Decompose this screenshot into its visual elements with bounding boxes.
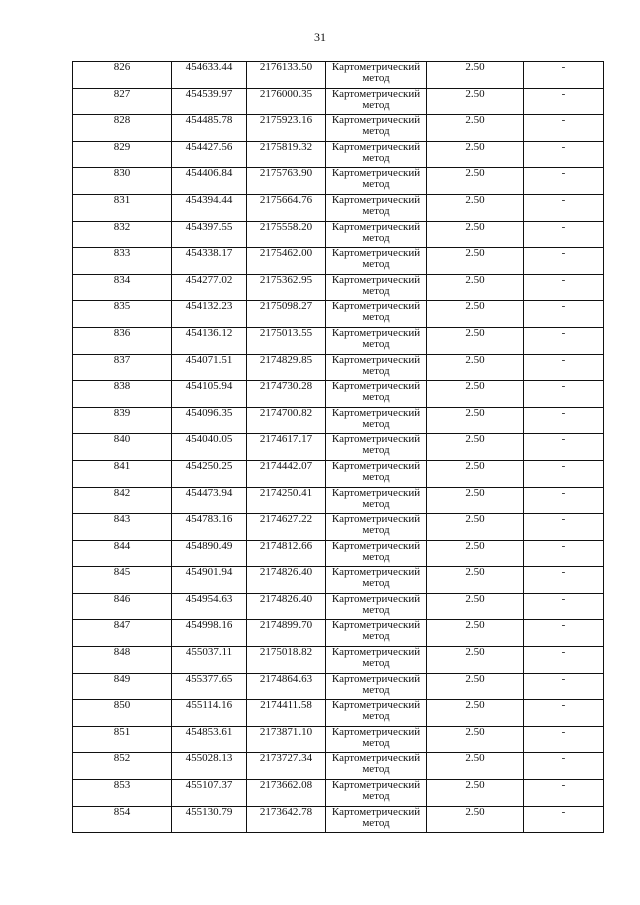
- point-number-cell: 839: [73, 407, 172, 434]
- y-coordinate-cell: 2174864.63: [247, 673, 326, 700]
- table-row: [73, 647, 604, 674]
- table-row: [73, 726, 604, 753]
- table-row: [73, 354, 604, 381]
- extra-cell: -: [524, 115, 604, 142]
- point-number-cell: 846: [73, 593, 172, 620]
- method-text: метод: [362, 763, 390, 776]
- table-row: [73, 62, 604, 89]
- method-text: метод: [362, 311, 390, 324]
- method-text: метод: [362, 391, 390, 404]
- point-number-cell: 832: [73, 221, 172, 248]
- x-coordinate-cell: 454406.84: [172, 168, 247, 195]
- extra-cell: -: [524, 221, 604, 248]
- x-coordinate-cell: 454277.02: [172, 274, 247, 301]
- method-text: метод: [362, 816, 390, 829]
- accuracy-cell: 2.50: [427, 806, 524, 833]
- x-coordinate-cell: 454853.61: [172, 726, 247, 753]
- table-row: [73, 460, 604, 487]
- table-row: [73, 141, 604, 168]
- method-text: метод: [362, 497, 390, 510]
- method-text: Картометрический: [331, 779, 421, 792]
- table-row: [73, 673, 604, 700]
- table-row: [73, 327, 604, 354]
- extra-cell: -: [524, 806, 604, 833]
- point-number-cell: 844: [73, 540, 172, 567]
- x-coordinate-cell: 454397.55: [172, 221, 247, 248]
- method-cell: [326, 514, 427, 541]
- x-coordinate-cell: 454136.12: [172, 327, 247, 354]
- x-coordinate-cell: 454485.78: [172, 115, 247, 142]
- method-cell: [326, 141, 427, 168]
- method-text: метод: [362, 151, 390, 164]
- method-text: Картометрический: [331, 406, 421, 419]
- x-coordinate-cell: 454954.63: [172, 593, 247, 620]
- point-number-cell: 853: [73, 780, 172, 807]
- method-text: Картометрический: [331, 592, 421, 605]
- extra-cell: -: [524, 647, 604, 674]
- accuracy-cell: 2.50: [427, 620, 524, 647]
- accuracy-cell: 2.50: [427, 62, 524, 89]
- extra-cell: -: [524, 301, 604, 328]
- method-text: Картометрический: [331, 220, 421, 233]
- method-text: Картометрический: [331, 140, 421, 153]
- table-row: [73, 620, 604, 647]
- method-text: Картометрический: [331, 87, 421, 100]
- method-text: Картометрический: [331, 459, 421, 472]
- method-text: метод: [362, 550, 390, 563]
- accuracy-cell: 2.50: [427, 115, 524, 142]
- method-text: Картометрический: [331, 193, 421, 206]
- y-coordinate-cell: 2174700.82: [247, 407, 326, 434]
- method-text: метод: [362, 258, 390, 271]
- table-row: [73, 274, 604, 301]
- method-cell: [326, 620, 427, 647]
- x-coordinate-cell: 454394.44: [172, 194, 247, 221]
- y-coordinate-cell: 2175098.27: [247, 301, 326, 328]
- method-cell: [326, 62, 427, 89]
- accuracy-cell: 2.50: [427, 567, 524, 594]
- table-row: [73, 700, 604, 727]
- point-number-cell: 845: [73, 567, 172, 594]
- x-coordinate-cell: 455114.16: [172, 700, 247, 727]
- extra-cell: -: [524, 434, 604, 461]
- y-coordinate-cell: 2176133.50: [247, 62, 326, 89]
- method-text: метод: [362, 736, 390, 749]
- x-coordinate-cell: 454890.49: [172, 540, 247, 567]
- y-coordinate-cell: 2174899.70: [247, 620, 326, 647]
- method-text: Картометрический: [331, 326, 421, 339]
- table-row: [73, 806, 604, 833]
- method-cell: [326, 301, 427, 328]
- accuracy-cell: 2.50: [427, 460, 524, 487]
- method-cell: [326, 115, 427, 142]
- method-text: Картометрический: [331, 114, 421, 127]
- y-coordinate-cell: 2175018.82: [247, 647, 326, 674]
- point-number-cell: 828: [73, 115, 172, 142]
- x-coordinate-cell: 455107.37: [172, 780, 247, 807]
- method-text: Картометрический: [331, 805, 421, 818]
- method-cell: [326, 274, 427, 301]
- y-coordinate-cell: 2175013.55: [247, 327, 326, 354]
- point-number-cell: 851: [73, 726, 172, 753]
- extra-cell: -: [524, 487, 604, 514]
- y-coordinate-cell: 2175819.32: [247, 141, 326, 168]
- accuracy-cell: 2.50: [427, 194, 524, 221]
- point-number-cell: 838: [73, 381, 172, 408]
- y-coordinate-cell: 2175923.16: [247, 115, 326, 142]
- y-coordinate-cell: 2174627.22: [247, 514, 326, 541]
- accuracy-cell: 2.50: [427, 647, 524, 674]
- method-text: Картометрический: [331, 752, 421, 765]
- point-number-cell: 841: [73, 460, 172, 487]
- method-cell: [326, 194, 427, 221]
- extra-cell: -: [524, 141, 604, 168]
- accuracy-cell: 2.50: [427, 487, 524, 514]
- method-text: метод: [362, 524, 390, 537]
- method-cell: [326, 753, 427, 780]
- point-number-cell: 826: [73, 62, 172, 89]
- table-row: [73, 248, 604, 275]
- method-text: метод: [362, 444, 390, 457]
- point-number-cell: 833: [73, 248, 172, 275]
- coordinates-table-body: [73, 62, 604, 833]
- extra-cell: -: [524, 168, 604, 195]
- table-row: [73, 168, 604, 195]
- method-text: Картометрический: [331, 380, 421, 393]
- y-coordinate-cell: 2174411.58: [247, 700, 326, 727]
- method-cell: [326, 88, 427, 115]
- extra-cell: -: [524, 88, 604, 115]
- accuracy-cell: 2.50: [427, 753, 524, 780]
- extra-cell: -: [524, 753, 604, 780]
- method-text: Картометрический: [331, 273, 421, 286]
- y-coordinate-cell: 2174730.28: [247, 381, 326, 408]
- accuracy-cell: 2.50: [427, 274, 524, 301]
- x-coordinate-cell: 454071.51: [172, 354, 247, 381]
- method-text: Картометрический: [331, 433, 421, 446]
- method-cell: [326, 726, 427, 753]
- method-text: Картометрический: [331, 61, 421, 73]
- y-coordinate-cell: 2174442.07: [247, 460, 326, 487]
- accuracy-cell: 2.50: [427, 407, 524, 434]
- x-coordinate-cell: 454901.94: [172, 567, 247, 594]
- accuracy-cell: 2.50: [427, 673, 524, 700]
- extra-cell: -: [524, 407, 604, 434]
- accuracy-cell: 2.50: [427, 248, 524, 275]
- method-text: метод: [362, 603, 390, 616]
- x-coordinate-cell: 455037.11: [172, 647, 247, 674]
- method-cell: [326, 700, 427, 727]
- extra-cell: -: [524, 620, 604, 647]
- point-number-cell: 840: [73, 434, 172, 461]
- method-text: Картометрический: [331, 646, 421, 659]
- extra-cell: -: [524, 327, 604, 354]
- method-cell: [326, 673, 427, 700]
- method-cell: [326, 780, 427, 807]
- y-coordinate-cell: 2173662.08: [247, 780, 326, 807]
- point-number-cell: 847: [73, 620, 172, 647]
- method-cell: [326, 593, 427, 620]
- page-number: 31: [314, 30, 326, 44]
- coordinates-table: [72, 61, 604, 833]
- y-coordinate-cell: 2175763.90: [247, 168, 326, 195]
- method-cell: [326, 407, 427, 434]
- extra-cell: -: [524, 514, 604, 541]
- y-coordinate-cell: 2174617.17: [247, 434, 326, 461]
- method-text: Картометрический: [331, 539, 421, 552]
- y-coordinate-cell: 2174829.85: [247, 354, 326, 381]
- x-coordinate-cell: 454040.05: [172, 434, 247, 461]
- table-row: [73, 753, 604, 780]
- method-text: Картометрический: [331, 486, 421, 499]
- point-number-cell: 842: [73, 487, 172, 514]
- accuracy-cell: 2.50: [427, 434, 524, 461]
- table-row: [73, 540, 604, 567]
- method-text: метод: [362, 72, 390, 84]
- method-cell: [326, 567, 427, 594]
- x-coordinate-cell: 454783.16: [172, 514, 247, 541]
- extra-cell: -: [524, 700, 604, 727]
- accuracy-cell: 2.50: [427, 540, 524, 567]
- x-coordinate-cell: 454633.44: [172, 62, 247, 89]
- method-text: метод: [362, 630, 390, 643]
- y-coordinate-cell: 2175362.95: [247, 274, 326, 301]
- method-cell: [326, 381, 427, 408]
- accuracy-cell: 2.50: [427, 301, 524, 328]
- method-text: Картометрический: [331, 672, 421, 685]
- table-row: [73, 88, 604, 115]
- x-coordinate-cell: 454998.16: [172, 620, 247, 647]
- point-number-cell: 848: [73, 647, 172, 674]
- y-coordinate-cell: 2175558.20: [247, 221, 326, 248]
- x-coordinate-cell: 454105.94: [172, 381, 247, 408]
- y-coordinate-cell: 2174812.66: [247, 540, 326, 567]
- extra-cell: -: [524, 593, 604, 620]
- table-row: [73, 567, 604, 594]
- extra-cell: -: [524, 274, 604, 301]
- method-text: метод: [362, 98, 390, 111]
- method-cell: [326, 540, 427, 567]
- point-number-cell: 852: [73, 753, 172, 780]
- method-cell: [326, 248, 427, 275]
- table-row: [73, 514, 604, 541]
- method-text: метод: [362, 364, 390, 377]
- accuracy-cell: 2.50: [427, 726, 524, 753]
- method-text: Картометрический: [331, 300, 421, 313]
- y-coordinate-cell: 2175462.00: [247, 248, 326, 275]
- accuracy-cell: 2.50: [427, 381, 524, 408]
- accuracy-cell: 2.50: [427, 141, 524, 168]
- accuracy-cell: 2.50: [427, 221, 524, 248]
- accuracy-cell: 2.50: [427, 88, 524, 115]
- x-coordinate-cell: 454473.94: [172, 487, 247, 514]
- x-coordinate-cell: 455377.65: [172, 673, 247, 700]
- table-row: [73, 593, 604, 620]
- method-text: метод: [362, 657, 390, 670]
- table-row: [73, 407, 604, 434]
- method-text: метод: [362, 577, 390, 590]
- point-number-cell: 850: [73, 700, 172, 727]
- extra-cell: -: [524, 726, 604, 753]
- method-text: Картометрический: [331, 619, 421, 632]
- method-text: Картометрический: [331, 566, 421, 579]
- method-cell: [326, 221, 427, 248]
- method-text: метод: [362, 417, 390, 430]
- method-text: метод: [362, 683, 390, 696]
- point-number-cell: 835: [73, 301, 172, 328]
- method-text: метод: [362, 337, 390, 350]
- method-text: Картометрический: [331, 167, 421, 180]
- method-cell: [326, 487, 427, 514]
- y-coordinate-cell: 2175664.76: [247, 194, 326, 221]
- table-row: [73, 221, 604, 248]
- point-number-cell: 836: [73, 327, 172, 354]
- method-text: метод: [362, 470, 390, 483]
- accuracy-cell: 2.50: [427, 168, 524, 195]
- point-number-cell: 829: [73, 141, 172, 168]
- point-number-cell: 831: [73, 194, 172, 221]
- method-text: метод: [362, 790, 390, 803]
- extra-cell: -: [524, 540, 604, 567]
- method-cell: [326, 806, 427, 833]
- y-coordinate-cell: 2176000.35: [247, 88, 326, 115]
- method-text: метод: [362, 125, 390, 138]
- y-coordinate-cell: 2173871.10: [247, 726, 326, 753]
- x-coordinate-cell: 454250.25: [172, 460, 247, 487]
- point-number-cell: 827: [73, 88, 172, 115]
- x-coordinate-cell: 454539.97: [172, 88, 247, 115]
- point-number-cell: 830: [73, 168, 172, 195]
- x-coordinate-cell: 455028.13: [172, 753, 247, 780]
- extra-cell: -: [524, 780, 604, 807]
- x-coordinate-cell: 454096.35: [172, 407, 247, 434]
- point-number-cell: 854: [73, 806, 172, 833]
- extra-cell: -: [524, 354, 604, 381]
- y-coordinate-cell: 2173727.34: [247, 753, 326, 780]
- y-coordinate-cell: 2173642.78: [247, 806, 326, 833]
- method-cell: [326, 327, 427, 354]
- extra-cell: -: [524, 62, 604, 89]
- extra-cell: -: [524, 460, 604, 487]
- accuracy-cell: 2.50: [427, 780, 524, 807]
- method-cell: [326, 647, 427, 674]
- method-text: Картометрический: [331, 513, 421, 526]
- x-coordinate-cell: 454427.56: [172, 141, 247, 168]
- point-number-cell: 834: [73, 274, 172, 301]
- point-number-cell: 837: [73, 354, 172, 381]
- method-text: метод: [362, 710, 390, 723]
- method-text: метод: [362, 204, 390, 217]
- y-coordinate-cell: 2174826.40: [247, 593, 326, 620]
- method-text: Картометрический: [331, 353, 421, 366]
- point-number-cell: 849: [73, 673, 172, 700]
- accuracy-cell: 2.50: [427, 593, 524, 620]
- method-text: метод: [362, 284, 390, 297]
- extra-cell: -: [524, 248, 604, 275]
- method-text: Картометрический: [331, 247, 421, 260]
- x-coordinate-cell: 454338.17: [172, 248, 247, 275]
- method-text: метод: [362, 231, 390, 244]
- method-text: метод: [362, 178, 390, 191]
- method-cell: [326, 168, 427, 195]
- table-row: [73, 115, 604, 142]
- x-coordinate-cell: 455130.79: [172, 806, 247, 833]
- accuracy-cell: 2.50: [427, 354, 524, 381]
- method-cell: [326, 434, 427, 461]
- table-row: [73, 780, 604, 807]
- table-row: [73, 434, 604, 461]
- x-coordinate-cell: 454132.23: [172, 301, 247, 328]
- point-number-cell: 843: [73, 514, 172, 541]
- table-row: [73, 194, 604, 221]
- accuracy-cell: 2.50: [427, 514, 524, 541]
- extra-cell: -: [524, 567, 604, 594]
- accuracy-cell: 2.50: [427, 700, 524, 727]
- method-cell: [326, 460, 427, 487]
- extra-cell: -: [524, 381, 604, 408]
- extra-cell: -: [524, 673, 604, 700]
- extra-cell: -: [524, 194, 604, 221]
- method-cell: [326, 354, 427, 381]
- table-row: [73, 381, 604, 408]
- table-row: [73, 487, 604, 514]
- y-coordinate-cell: 2174250.41: [247, 487, 326, 514]
- method-text: Картометрический: [331, 725, 421, 738]
- method-text: Картометрический: [331, 699, 421, 712]
- y-coordinate-cell: 2174826.40: [247, 567, 326, 594]
- table-row: [73, 301, 604, 328]
- accuracy-cell: 2.50: [427, 327, 524, 354]
